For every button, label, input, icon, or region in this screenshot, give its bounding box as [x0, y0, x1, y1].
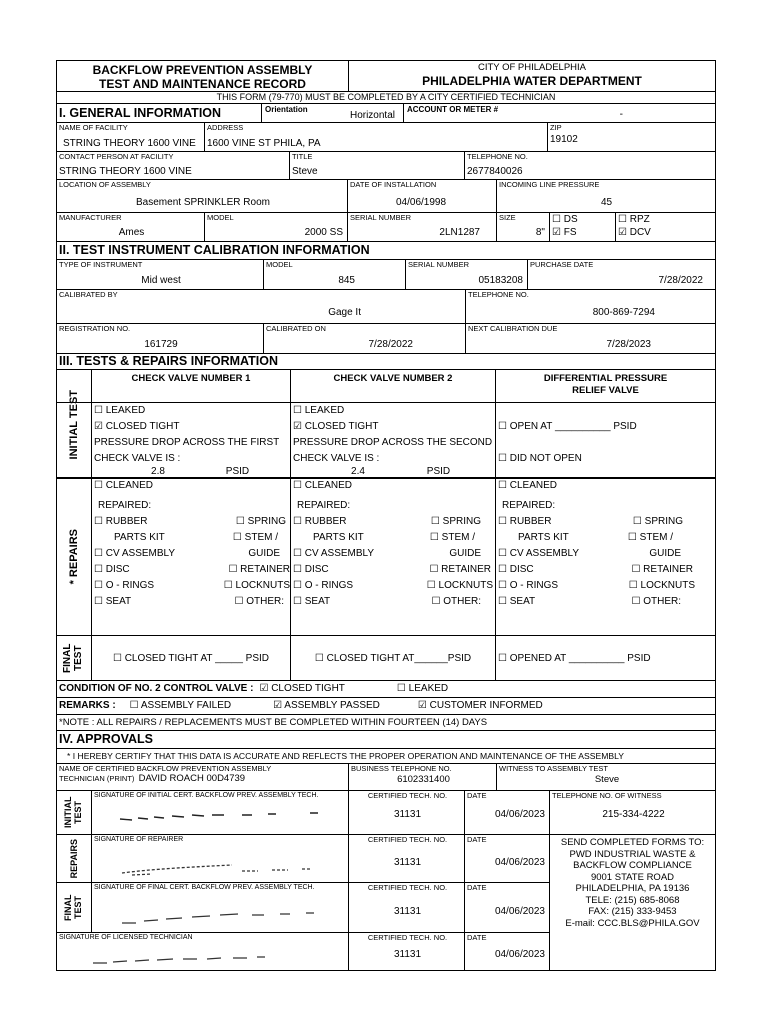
relief-final-opened-at[interactable]: ☐ OPENED AT __________ PSID [498, 652, 651, 664]
sig-repairs-cert-label: CERTIFIED TECH. NO. [367, 835, 448, 844]
sig-final-date-cell [465, 883, 549, 932]
city-name: CITY OF PHILADELPHIA [477, 62, 587, 73]
calibration-heading-row [56, 242, 716, 260]
cv1-pressure-drop-text: PRESSURE DROP ACROSS THE FIRST [94, 437, 280, 448]
install-label: DATE OF INSTALLATION [350, 180, 437, 189]
cv2-repairs-cell [291, 478, 496, 635]
check-valve-2-heading: CHECK VALVE NUMBER 2 [291, 370, 496, 402]
sig-final-caption: SIGNATURE OF FINAL CERT. BACKFLOW PREV. ASSEMBLY TECH. [94, 884, 315, 891]
calibrated-by-row [56, 290, 716, 324]
valve-headings-row [56, 370, 716, 403]
sig-licensed-cert-cell [349, 933, 465, 970]
ds-fs-cell [550, 213, 616, 241]
relief-partskit-stem [496, 530, 715, 546]
cv2-orings-locknuts [291, 578, 495, 594]
facility-value: STRING THEORY 1600 VINE [63, 138, 196, 149]
cv2-orings-checkbox[interactable]: ☐ O - RINGS [293, 580, 354, 591]
relief-seat-other [496, 594, 715, 610]
cv2-leaked-checkbox[interactable]: ☐ LEAKED [293, 405, 345, 416]
size-label: SIZE [499, 213, 516, 222]
general-heading-cell [57, 104, 262, 122]
fs-checkbox[interactable]: ☑ FS [552, 227, 577, 238]
cv1-initial-cell [92, 403, 291, 478]
relief-cleaned-checkbox[interactable]: ☐ CLEANED [498, 480, 557, 491]
instrument-model-label: MODEL [266, 260, 293, 269]
relief-rubber-spring [496, 514, 715, 530]
sig-initial-date-cell [465, 791, 549, 834]
cv1-rubber-spring [92, 514, 290, 530]
sig-licensed-date-label: DATE [467, 933, 487, 942]
instrument-type-label: TYPE OF INSTRUMENT [59, 260, 143, 269]
witness-value: Steve [594, 774, 620, 785]
sig-final-cert-label: CERTIFIED TECH. NO. [367, 883, 448, 892]
general-heading-row [56, 104, 716, 123]
sig-licensed-date-cell [465, 933, 549, 970]
backflow-form [56, 60, 716, 971]
title-label: TITLE [292, 152, 313, 161]
relief-other-checkbox[interactable]: ☐ OTHER: [631, 596, 681, 607]
send-email[interactable]: E-mail: CCC.BLS@PHILA.GOV [565, 917, 700, 929]
cv1-leaked-checkbox[interactable]: ☐ LEAKED [94, 405, 146, 416]
cv1-partskit-stem [92, 530, 290, 546]
calibrated-on-value: 7/28/2022 [368, 339, 413, 350]
title-cell [290, 152, 465, 179]
instrument-type-cell [57, 260, 264, 289]
sig-initial-row [57, 791, 549, 835]
cv1-orings-locknuts [92, 578, 290, 594]
section-heading-approvals: IV. APPROVALS [59, 732, 154, 746]
cv1-spring-checkbox[interactable]: ☐ SPRING [235, 516, 286, 527]
relief-parts-kit-label: PARTS KIT [518, 532, 569, 543]
purchase-value: 7/28/2022 [658, 275, 703, 286]
instrument-type-value: Mid west [141, 275, 181, 286]
witness-send-column [550, 791, 715, 970]
cv1-seat-other [92, 594, 290, 610]
relief-rubber-checkbox[interactable]: ☐ RUBBER [498, 516, 552, 527]
instrument-serial-cell [406, 260, 528, 289]
cal-phone-value: 800-869-7294 [592, 307, 655, 318]
form-header [56, 60, 716, 92]
send-line-4: 9001 STATE ROAD [590, 871, 675, 883]
location-value: Basement SPRINKLER Room [136, 197, 270, 208]
business-phone-cell [349, 764, 497, 790]
sig-repairs-cell [92, 835, 349, 882]
sig-licensed-date-value: 04/06/2023 [494, 949, 545, 960]
facility-label: NAME OF FACILITY [59, 123, 128, 132]
orientation-label: Orientation [265, 105, 308, 114]
contact-value: STRING THEORY 1600 VINE [59, 166, 192, 177]
sig-licensed-caption: SIGNATURE OF LICENSED TECHNICIAN [59, 934, 193, 941]
technician-print-label: TECHNICIAN (PRINT) [59, 774, 135, 783]
size-cell [497, 213, 550, 241]
contact-label: CONTACT PERSON AT FACILITY [59, 152, 174, 161]
instrument-model-value: 845 [338, 275, 355, 286]
cv1-parts-kit-label: PARTS KIT [114, 532, 165, 543]
remarks-informed-checkbox[interactable]: ☑ CUSTOMER INFORMED [417, 700, 543, 711]
condition-row [56, 681, 716, 698]
cal-phone-cell [466, 290, 715, 323]
sig-repairs-row [57, 835, 549, 883]
cv1-orings-checkbox[interactable]: ☐ O - RINGS [94, 580, 155, 591]
witness-phone-value: 215-334-4222 [602, 809, 665, 820]
sig-initial-cert-value: 31131 [393, 809, 422, 820]
relief-valve-heading [496, 370, 715, 402]
sig-repairs-label-cell [57, 835, 92, 882]
cv2-partskit-stem [291, 530, 495, 546]
technician-row [56, 764, 716, 791]
contact-row [56, 152, 716, 180]
registration-row [56, 324, 716, 354]
witness-label: WITNESS TO ASSEMBLY TEST [499, 764, 608, 773]
pressure-label: INCOMING LINE PRESSURE [499, 180, 600, 189]
relief-stem-checkbox[interactable]: ☐ STEM / [627, 532, 673, 543]
check-valve-1-heading: CHECK VALVE NUMBER 1 [92, 370, 291, 402]
cv2-pressure-drop-text: PRESSURE DROP ACROSS THE SECOND [293, 437, 493, 448]
relief-valve-heading-line2: RELIEF VALVE [572, 385, 639, 396]
cv2-closed-tight-checkbox[interactable]: ☑ CLOSED TIGHT [293, 421, 379, 432]
relief-cvassembly-guide [496, 546, 715, 562]
sig-final-row [57, 883, 549, 933]
ds-checkbox[interactable]: ☐ DS [552, 214, 578, 225]
cv1-rubber-checkbox[interactable]: ☐ RUBBER [94, 516, 148, 527]
manufacturer-row [56, 213, 716, 242]
witness-phone-label: TELEPHONE NO. OF WITNESS [552, 791, 662, 800]
install-value: 04/06/1998 [396, 197, 447, 208]
serial-cell [348, 213, 497, 241]
cv2-initial-cell [291, 403, 496, 478]
business-phone-label: BUSINESS TELEPHONE NO. [351, 764, 452, 773]
cv2-psid-value[interactable]: 2.4 [292, 466, 424, 479]
cv1-psid-unit: PSID [225, 466, 250, 477]
manufacturer-value: Ames [118, 227, 145, 238]
cv2-other-checkbox[interactable]: ☐ OTHER: [431, 596, 481, 607]
instrument-serial-label: SERIAL NUMBER [408, 260, 469, 269]
rpz-checkbox[interactable]: ☐ RPZ [618, 214, 650, 225]
address-label: ADDRESS [207, 123, 244, 132]
sig-repairs-cert-cell [349, 835, 465, 882]
cv2-guide-label: GUIDE [449, 548, 481, 559]
account-label: ACCOUNT OR METER # [407, 105, 499, 114]
department-block [349, 61, 715, 91]
cv1-cv-assembly-checkbox[interactable]: ☐ CV ASSEMBLY [94, 548, 176, 559]
repairs-label: * REPAIRS [68, 528, 80, 585]
cv1-seat-checkbox[interactable]: ☐ SEAT [94, 596, 132, 607]
relief-orings-locknuts [496, 578, 715, 594]
condition-label: CONDITION OF NO. 2 CONTROL VALVE : [59, 683, 254, 694]
licensed-tech-signature [57, 943, 337, 969]
sig-licensed-cell [57, 933, 349, 970]
relief-disc-checkbox[interactable]: ☐ DISC [498, 564, 534, 575]
cv2-rubber-checkbox[interactable]: ☐ RUBBER [293, 516, 347, 527]
cv1-psid-value[interactable]: 2.8 [93, 466, 223, 479]
cv1-guide-label: GUIDE [248, 548, 280, 559]
cv1-cleaned-checkbox[interactable]: ☐ CLEANED [94, 480, 153, 491]
cv1-disc-retainer [92, 562, 290, 578]
final-test-label: FINAL TEST [62, 643, 84, 673]
purchase-cell [528, 260, 715, 289]
signature-block [56, 791, 716, 971]
relief-spring-checkbox[interactable]: ☐ SPRING [632, 516, 683, 527]
send-line-2: PWD INDUSTRIAL WASTE & [569, 848, 696, 860]
relief-repaired-label: REPAIRED: [502, 500, 556, 511]
initial-tech-signature [92, 801, 332, 827]
final-test-row [56, 636, 716, 681]
send-line-1: SEND COMPLETED FORMS TO: [560, 837, 705, 848]
sig-final-cell [92, 883, 349, 932]
cv2-check-valve-is: CHECK VALVE IS : [293, 453, 380, 464]
sig-initial-label: INITIAL TEST [63, 796, 83, 829]
cv1-locknuts-checkbox[interactable]: ☐ LOCKNUTS [223, 580, 290, 591]
cv2-repaired-label: REPAIRED: [297, 500, 351, 511]
section-heading-general: I. GENERAL INFORMATION [59, 106, 222, 120]
registration-value: 161729 [144, 339, 178, 350]
facility-row [56, 123, 716, 152]
send-forms-address [550, 835, 715, 929]
title-value: Steve [292, 166, 318, 177]
zip-cell [548, 123, 715, 151]
business-phone-value: 6102331400 [397, 774, 450, 785]
remarks-passed-checkbox[interactable]: ☑ ASSEMBLY PASSED [273, 700, 380, 711]
send-line-7: FAX: (215) 333-9453 [588, 906, 677, 917]
cv2-psid-unit: PSID [426, 466, 451, 477]
instrument-model-cell [264, 260, 406, 289]
cv1-closed-tight-checkbox[interactable]: ☑ CLOSED TIGHT [94, 421, 180, 432]
cv2-final-closed-tight[interactable]: ☐ CLOSED TIGHT AT______PSID [291, 636, 496, 680]
sig-repairs-date-label: DATE [467, 835, 487, 844]
notice-row [56, 92, 716, 104]
next-calibration-label: NEXT CALIBRATION DUE [468, 324, 558, 333]
sig-initial-cert-label: CERTIFIED TECH. NO. [367, 791, 448, 800]
cv2-locknuts-checkbox[interactable]: ☐ LOCKNUTS [426, 580, 493, 591]
condition-closed-tight-checkbox[interactable]: ☑ CLOSED TIGHT [259, 683, 345, 694]
orientation-value: Horizontal [349, 110, 395, 121]
rpz-dcv-cell [616, 213, 715, 241]
calibrated-by-value: Gage It [328, 307, 361, 318]
sig-final-date-label: DATE [467, 883, 487, 892]
witness-phone-cell [550, 791, 715, 835]
cv2-retainer-checkbox[interactable]: ☐ RETAINER [429, 564, 491, 575]
cv2-disc-retainer [291, 562, 495, 578]
sig-repairer-caption: SIGNATURE OF REPAIRER [94, 836, 184, 843]
repairs-label-cell [57, 478, 92, 635]
location-label: LOCATION OF ASSEMBLY [59, 180, 151, 189]
cv2-parts-kit-label: PARTS KIT [313, 532, 364, 543]
sig-repairs-label: REPAIRS [69, 838, 79, 879]
calibrated-on-cell [264, 324, 466, 353]
relief-locknuts-checkbox[interactable]: ☐ LOCKNUTS [628, 580, 695, 591]
cv2-cleaned-checkbox[interactable]: ☐ CLEANED [293, 480, 352, 491]
condition-leaked-checkbox[interactable]: ☐ LEAKED [396, 683, 449, 694]
orientation-cell [262, 104, 404, 122]
cv2-spring-checkbox[interactable]: ☐ SPRING [430, 516, 481, 527]
sig-final-label-cell [57, 883, 92, 932]
certified-notice: THIS FORM (79-770) MUST BE COMPLETED BY A CITY CERTIFIED TECHNICIAN [216, 92, 556, 102]
send-line-3: BACKFLOW COMPLIANCE [573, 860, 692, 871]
remarks-row [56, 698, 716, 715]
pressure-value: 45 [601, 197, 613, 208]
repairs-note: *NOTE : ALL REPAIRS / REPLACEMENTS MUST BE COMPLETED WITHIN FOURTEEN (14) DAYS [56, 715, 716, 731]
tests-heading-row [56, 354, 716, 370]
sig-final-date-value: 04/06/2023 [494, 906, 545, 917]
approvals-heading-row [56, 731, 716, 749]
sig-final-label: FINAL TEST [63, 894, 83, 921]
sig-licensed-row [57, 933, 549, 970]
cv2-seat-checkbox[interactable]: ☐ SEAT [293, 596, 331, 607]
relief-orings-checkbox[interactable]: ☐ O - RINGS [498, 580, 559, 591]
purchase-label: PURCHASE DATE [530, 260, 594, 269]
address-cell [205, 123, 548, 151]
sig-initial-label-cell [57, 791, 92, 834]
zip-label: ZIP [550, 123, 562, 132]
send-line-5: PHILADELPHIA, PA 19136 [575, 883, 690, 894]
dcv-checkbox[interactable]: ☑ DCV [618, 227, 651, 238]
cv1-retainer-checkbox[interactable]: ☐ RETAINER [228, 564, 290, 575]
sig-repairs-cert-value: 31131 [393, 857, 422, 868]
registration-cell [57, 324, 264, 353]
witness-cell [497, 764, 715, 790]
cv2-seat-other [291, 594, 495, 610]
sig-final-cert-cell [349, 883, 465, 932]
cv2-stem-checkbox[interactable]: ☐ STEM / [429, 532, 475, 543]
final-test-label-cell [57, 636, 92, 680]
technician-label: NAME OF CERTIFIED BACKFLOW PREVENTION ASSEMBLY [59, 764, 272, 773]
calibrated-by-cell [57, 290, 466, 323]
next-calibration-value: 7/28/2023 [606, 339, 651, 350]
cv2-cv-assembly-checkbox[interactable]: ☐ CV ASSEMBLY [293, 548, 375, 559]
calibrated-on-label: CALIBRATED ON [266, 324, 326, 333]
certification-statement: * I HEREBY CERTIFY THAT THIS DATA IS ACCURATE AND REFLECTS THE PROPER OPERATION AND MAINTENANCE OF THE ASSEMBLY [56, 749, 716, 764]
relief-disc-retainer [496, 562, 715, 578]
sig-initial-date-value: 04/06/2023 [494, 809, 545, 820]
phone-label: TELEPHONE NO. [467, 152, 528, 161]
signature-grid [57, 791, 550, 970]
cv2-rubber-spring [291, 514, 495, 530]
relief-valve-heading-line1: DIFFERENTIAL PRESSURE [543, 373, 668, 384]
account-cell [404, 104, 715, 122]
serial-value: 2LN1287 [439, 227, 480, 238]
sig-repairs-date-cell [465, 835, 549, 882]
instrument-row [56, 260, 716, 290]
final-tech-signature [92, 893, 332, 929]
section-heading-tests: III. TESTS & REPAIRS INFORMATION [59, 354, 278, 368]
next-calibration-cell [466, 324, 715, 353]
section-heading-calibration: II. TEST INSTRUMENT CALIBRATION INFORMATION [59, 243, 370, 257]
relief-cv-assembly-checkbox[interactable]: ☐ CV ASSEMBLY [498, 548, 580, 559]
registration-label: REGISTRATION NO. [59, 324, 131, 333]
contact-cell [57, 152, 290, 179]
sig-licensed-cert-value: 31131 [393, 949, 422, 960]
sig-repairs-date-value: 04/06/2023 [494, 857, 545, 868]
phone-value: 2677840026 [467, 166, 523, 177]
cv1-disc-checkbox[interactable]: ☐ DISC [94, 564, 130, 575]
location-cell [57, 180, 348, 212]
account-value: - [619, 109, 623, 120]
cv1-repairs-cell [92, 478, 291, 635]
address-value: 1600 VINE ST PHILA, PA [207, 138, 321, 149]
relief-retainer-checkbox[interactable]: ☐ RETAINER [631, 564, 693, 575]
sig-initial-caption: SIGNATURE OF INITIAL CERT. BACKFLOW PREV. ASSEMBLY TECH. [94, 792, 319, 799]
technician-name-value: DAVID ROACH 00D4739 [138, 773, 246, 784]
send-line-6: TELE: (215) 685-8068 [585, 894, 680, 906]
manufacturer-cell [57, 213, 205, 241]
cal-phone-label: TELEPHONE NO. [468, 290, 529, 299]
facility-cell [57, 123, 205, 151]
pressure-cell [497, 180, 715, 212]
zip-value: 19102 [550, 134, 578, 145]
department-name: PHILADELPHIA WATER DEPARTMENT [422, 74, 642, 88]
technician-cell [57, 764, 349, 790]
serial-label: SERIAL NUMBER [350, 213, 411, 222]
relief-seat-checkbox[interactable]: ☐ SEAT [498, 596, 536, 607]
model-value: 2000 SS [304, 227, 343, 238]
sig-licensed-cert-label: CERTIFIED TECH. NO. [367, 933, 448, 942]
remarks-label: REMARKS : [59, 700, 116, 711]
calibrated-by-label: CALIBRATED BY [59, 290, 118, 299]
relief-did-not-open-checkbox[interactable]: ☐ DID NOT OPEN [498, 453, 582, 464]
relief-repairs-cell [496, 478, 715, 635]
sig-initial-date-label: DATE [467, 791, 487, 800]
initial-test-label-cell [57, 370, 92, 479]
location-row [56, 180, 716, 213]
initial-test-label: INITIAL TEST [68, 389, 80, 460]
relief-guide-label: GUIDE [649, 548, 681, 559]
cv1-other-checkbox[interactable]: ☐ OTHER: [234, 596, 284, 607]
cv1-final-closed-tight[interactable]: ☐ CLOSED TIGHT AT _____ PSID [92, 636, 291, 680]
relief-initial-cell [496, 403, 715, 478]
form-title-line2: TEST AND MAINTENANCE RECORD [99, 77, 306, 91]
cv1-check-valve-is: CHECK VALVE IS : [94, 453, 181, 464]
repairs-row [56, 478, 716, 636]
relief-open-at-checkbox[interactable]: ☐ OPEN AT __________ PSID [498, 421, 637, 432]
model-label: MODEL [207, 213, 234, 222]
phone-cell [465, 152, 715, 179]
form-title-line1: BACKFLOW PREVENTION ASSEMBLY [92, 63, 313, 77]
repairer-signature [92, 845, 332, 879]
remarks-failed-checkbox[interactable]: ☐ ASSEMBLY FAILED [129, 700, 232, 711]
size-value: 8" [535, 227, 545, 238]
sig-initial-cell [92, 791, 349, 834]
model-cell [205, 213, 348, 241]
form-title [57, 61, 349, 91]
manufacturer-label: MANUFACTURER [59, 213, 122, 222]
sig-initial-cert-cell [349, 791, 465, 834]
install-cell [348, 180, 497, 212]
technician-line2 [57, 774, 348, 784]
cv1-cvassembly-guide [92, 546, 290, 562]
cv1-repaired-label: REPAIRED: [98, 500, 152, 511]
instrument-serial-value: 05183208 [478, 275, 523, 286]
cv1-stem-checkbox[interactable]: ☐ STEM / [232, 532, 278, 543]
sig-final-cert-value: 31131 [393, 906, 422, 917]
cv2-cvassembly-guide [291, 546, 495, 562]
cv2-disc-checkbox[interactable]: ☐ DISC [293, 564, 329, 575]
